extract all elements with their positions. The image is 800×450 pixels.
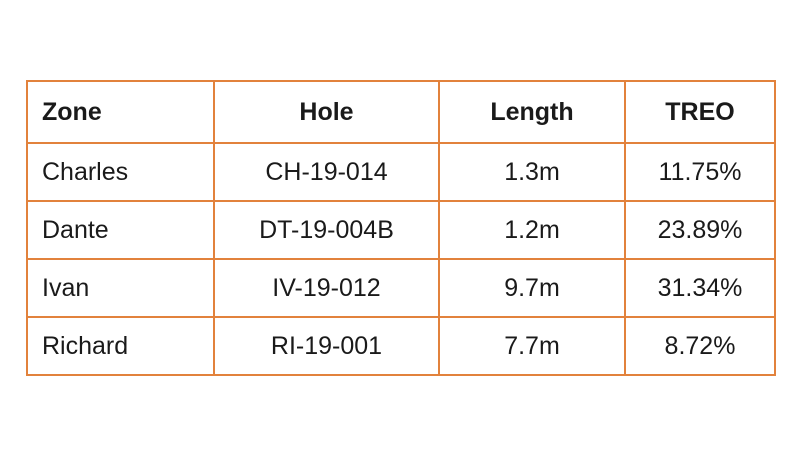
cell-hole: RI-19-001 <box>214 317 439 375</box>
cell-zone: Charles <box>27 143 214 201</box>
cell-zone: Dante <box>27 201 214 259</box>
cell-treo: 11.75% <box>625 143 775 201</box>
cell-zone: Richard <box>27 317 214 375</box>
cell-treo: 23.89% <box>625 201 775 259</box>
cell-length: 1.2m <box>439 201 625 259</box>
table-row <box>27 143 775 201</box>
cell-hole: CH-19-014 <box>214 143 439 201</box>
drill-results-table <box>26 80 776 376</box>
table-body <box>27 143 775 375</box>
column-header-zone: Zone <box>27 81 214 143</box>
table-row <box>27 259 775 317</box>
column-header-length: Length <box>439 81 625 143</box>
column-header-hole: Hole <box>214 81 439 143</box>
cell-zone: Ivan <box>27 259 214 317</box>
cell-treo: 31.34% <box>625 259 775 317</box>
table-row <box>27 201 775 259</box>
cell-hole: DT-19-004B <box>214 201 439 259</box>
column-header-treo: TREO <box>625 81 775 143</box>
cell-length: 1.3m <box>439 143 625 201</box>
cell-length: 7.7m <box>439 317 625 375</box>
table-header <box>27 81 775 143</box>
table-row <box>27 317 775 375</box>
cell-treo: 8.72% <box>625 317 775 375</box>
table-header-row <box>27 81 775 143</box>
results-table-container <box>26 80 774 376</box>
cell-length: 9.7m <box>439 259 625 317</box>
cell-hole: IV-19-012 <box>214 259 439 317</box>
